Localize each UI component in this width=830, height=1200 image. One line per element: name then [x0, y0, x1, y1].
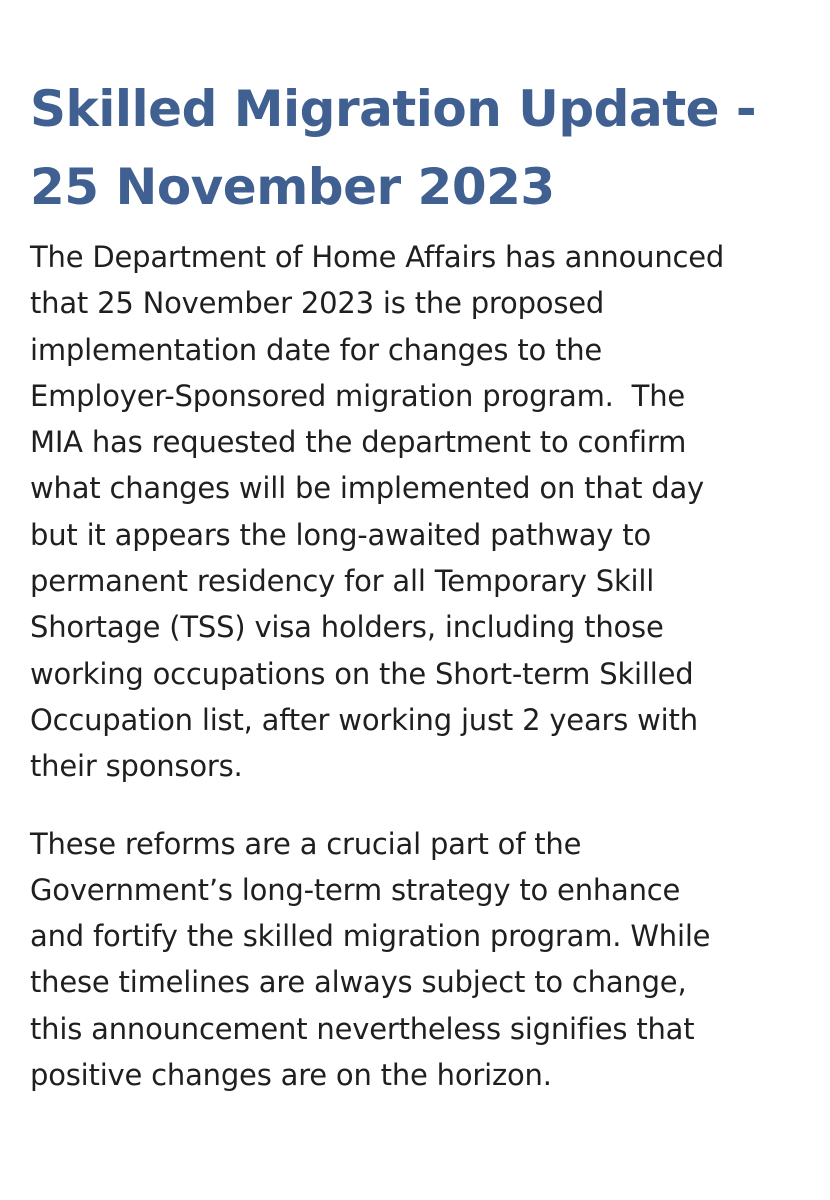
paragraph-line: and fortify the skilled migration program. While [30, 919, 711, 954]
article-paragraph [30, 234, 800, 790]
paragraph-line: MIA has requested the department to confirm [30, 425, 687, 460]
paragraph-line: what changes will be implemented on that day [30, 471, 705, 506]
paragraph-line: Government’s long-term strategy to enhance [30, 872, 681, 907]
paragraph-line: The Department of Home Affairs has announced [30, 240, 725, 274]
paragraph-line: implementation date for changes to the [30, 332, 603, 367]
article-title-line: 25 November 2023 [30, 158, 555, 216]
paragraph-line: permanent residency for all Temporary Skill [30, 564, 655, 599]
paragraph-line: their sponsors. [30, 749, 243, 784]
paragraph-line: Employer-Sponsored migration program. The [30, 378, 686, 413]
paragraph-line: but it appears the long-awaited pathway to [30, 517, 652, 552]
paragraph-line: These reforms are a crucial part of the [30, 826, 582, 861]
article-title-line: Skilled Migration Update - [30, 80, 757, 138]
paragraph-line: Shortage (TSS) visa holders, including those [30, 610, 664, 645]
article-title [30, 70, 800, 226]
paragraph-line: these timelines are always subject to change, [30, 965, 687, 1000]
paragraph-line: working occupations on the Short-term Skilled [30, 656, 694, 691]
paragraph-line: that 25 November 2023 is the proposed [30, 286, 605, 321]
paragraph-line: Occupation list, after working just 2 years with [30, 702, 698, 737]
paragraph-line: this announcement nevertheless signifies that [30, 1011, 695, 1046]
article-paragraph [30, 821, 800, 1099]
paragraph-line: positive changes are on the horizon. [30, 1058, 552, 1093]
